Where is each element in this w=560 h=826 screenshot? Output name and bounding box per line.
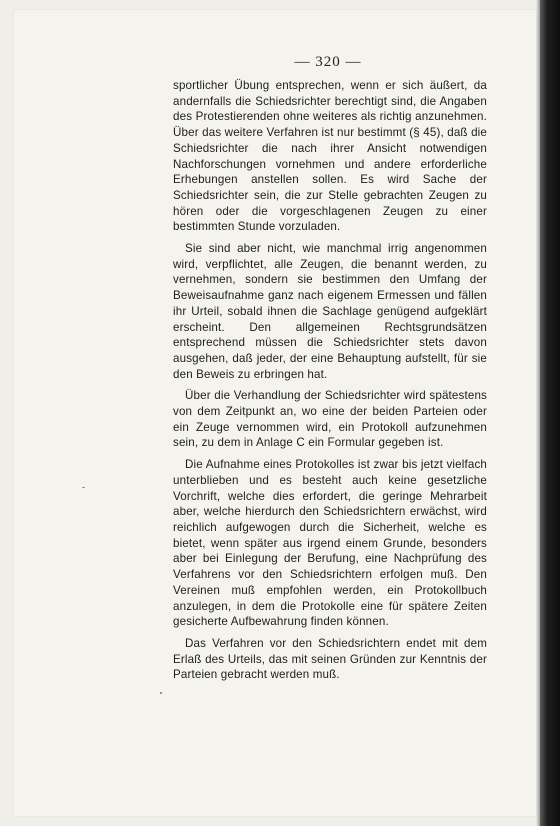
page-number: — 320 —	[294, 54, 362, 70]
paragraph-1: sportlicher Übung entsprechen, wenn er sich äußert, da andernfalls die Schiedsrichter berechtigt sind, die Angaben des Protestierenden ohne weiteres als richtig anzunehmen. Über das weitere Verfahren ist nur bestimmt (§ 45), daß die Schiedsrichter die nach ihrer Ansicht notwendigen Nachforschungen vornehmen und andere erforderliche Erhebungen anstellen sollen. Es wird Sache der Schiedsrichter sein, die zur Stelle gebrachten Zeugen zu hören oder die vorgeschlagenen Zeugen zu einer bestimmten Stunde vorzuladen.	[173, 79, 487, 234]
print-speck	[82, 487, 85, 488]
book-spine	[540, 0, 560, 826]
paragraph-3: Über die Verhandlung der Schiedsrichter wird spätestens von dem Zeitpunkt an, wo eine der beiden Parteien oder ein Zeuge vernommen wird, ein Protokoll aufzunehmen sein, zu dem in Anlage C ein Formular gegeben ist.	[173, 389, 487, 450]
paragraph-2: Sie sind aber nicht, wie manchmal irrig angenommen wird, verpflichtet, alle Zeugen, die benannt werden, zu vernehmen, sondern sie bestimmen den Umfang der Beweisaufnahme ganz nach eigenem Ermessen und fällen ihr Urteil, sobald ihnen die Sachlage genügend aufgeklärt erscheint. Den allgemeinen Rechtsgrundsätzen entsprechend müssen die Schiedsrichter stets davon ausgehen, daß jeder, der eine Behauptung aufstellt, für sie den Beweis zu erbringen hat.	[173, 242, 487, 381]
paragraph-5: Das Verfahren vor den Schiedsrichtern endet mit dem Erlaß des Urteils, das mit seinen Gründen zur Kenntnis der Parteien gebracht werden muß.	[173, 636, 487, 682]
paragraph-4: Die Aufnahme eines Protokolles ist zwar bis jetzt vielfach unterblieben und es besteht auch keine gesetzliche Vorchrift, welche dies erfordert, die geringe Mehrarbeit aber, welche hierdurch den Schiedsrichtern erwächst, wird reichlich aufgewogen durch die Sicherheit, welche es bietet, wenn später aus irgend einem Grunde, besonders aber bei Einlegung der Berufung, eine Nachprüfung des Verfahrens vor den Schiedsrichtern erfolgen muß. Den Vereinen muß empfohlen werden, ein Protokollbuch anzulegen, in dem die Protokolle eine für spätere Zeiten gesicherte Aufbewahrung finden können.	[173, 458, 487, 629]
print-speck	[160, 692, 162, 694]
body-text	[173, 78, 487, 689]
